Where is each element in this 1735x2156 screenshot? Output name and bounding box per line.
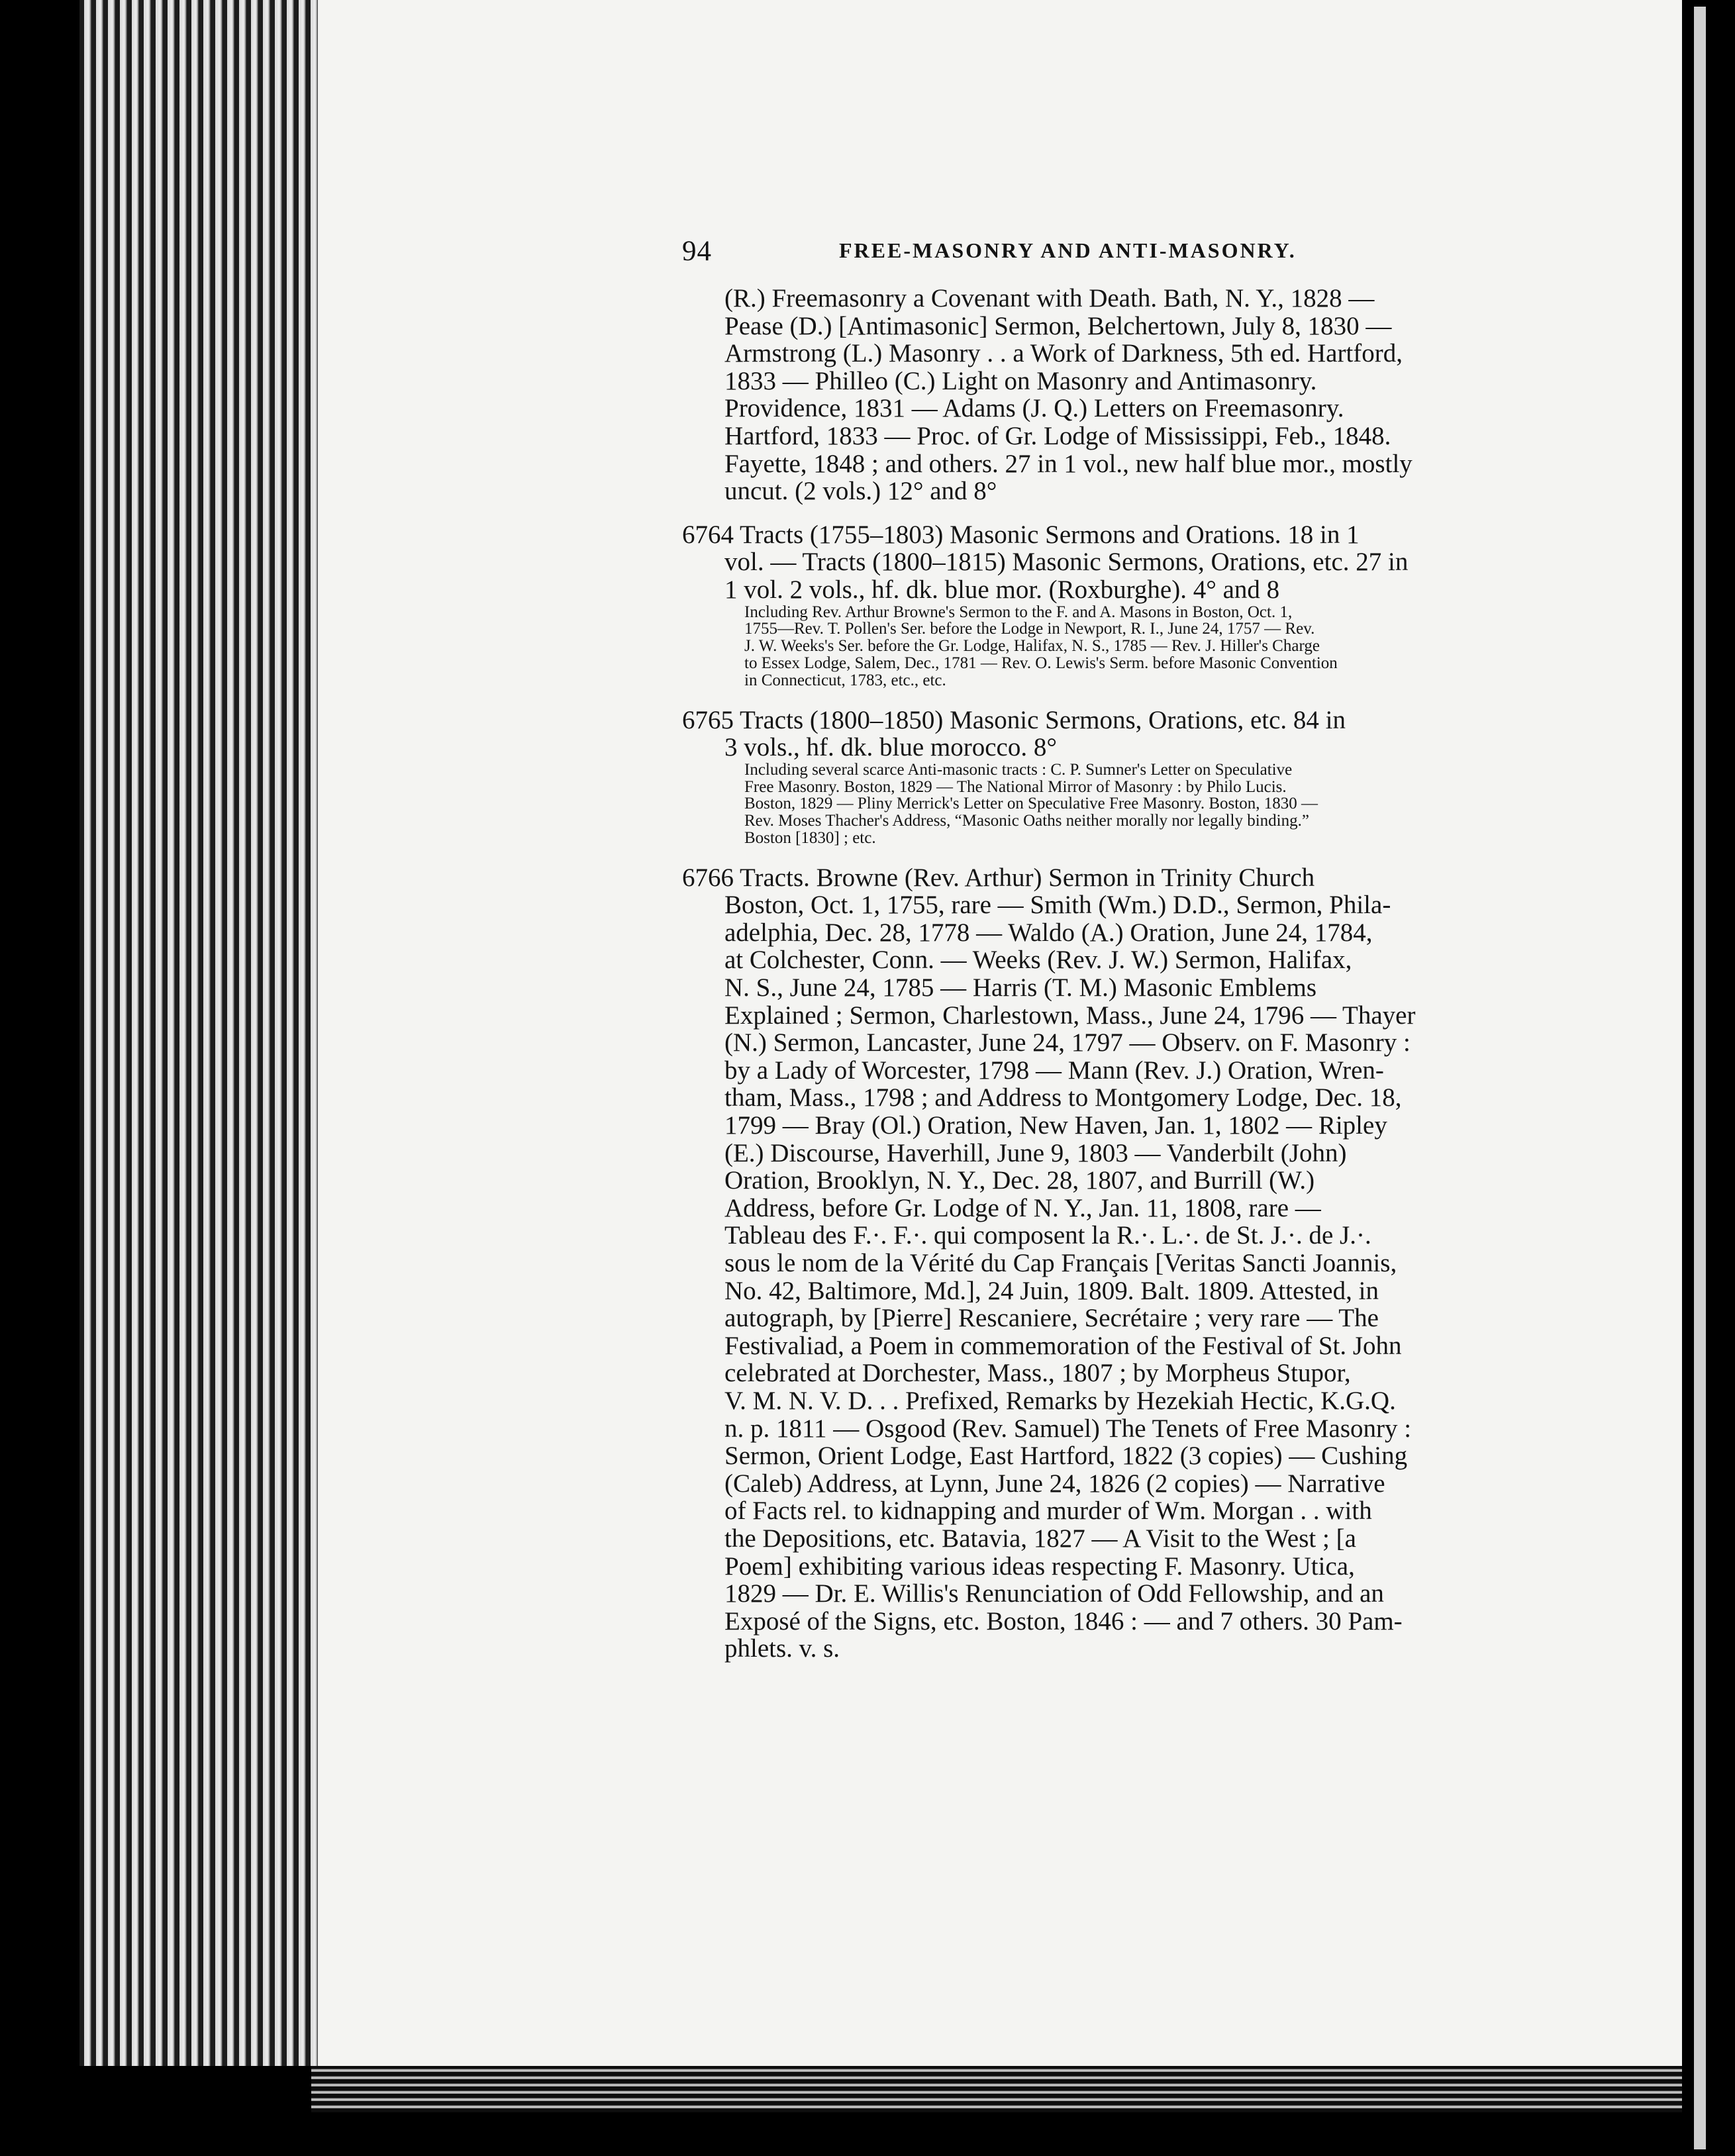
entry-note-line: Including Rev. Arthur Browne's Sermon to the F. and A. Masons in Boston, Oct. 1,: [744, 603, 1293, 621]
page-bottom-edges: [311, 2066, 1682, 2112]
entry-line: Pease (D.) [Antimasonic] Sermon, Belchertown, July 8, 1830 —: [724, 311, 1392, 340]
entry-note-line: Including several scarce Anti-masonic tracts : C. P. Sumner's Letter on Speculative: [744, 760, 1293, 779]
catalogue-entry-6765: [682, 707, 1530, 847]
entry-line: Exposé of the Signs, etc. Boston, 1846 : — and 7 others. 30 Pam-: [724, 1606, 1403, 1636]
entry-line: Explained ; Sermon, Charlestown, Mass., June 24, 1796 — Thayer: [724, 1001, 1416, 1030]
entry-line: celebrated at Dorchester, Mass., 1807 ; by Morpheus Stupor,: [724, 1359, 1351, 1388]
entry-line: Tableau des F.·. F.·. qui composent la R.·. L.·. de St. J.·. de J.·.: [724, 1221, 1371, 1250]
entry-line: No. 42, Baltimore, Md.], 24 Juin, 1809. Balt. 1809. Attested, in: [724, 1276, 1379, 1305]
entry-note-line: in Connecticut, 1783, etc., etc.: [744, 671, 946, 689]
entry-line: Providence, 1831 — Adams (J. Q.) Letters on Freemasonry.: [724, 394, 1344, 423]
entry-line: sous le nom de la Vérité du Cap Français [Veritas Sancti Joannis,: [724, 1249, 1397, 1277]
entry-line: N. S., June 24, 1785 — Harris (T. M.) Masonic Emblems: [724, 973, 1317, 1003]
entry-line: uncut. (2 vols.) 12° and 8°: [724, 477, 997, 506]
entry-line: phlets. v. s.: [724, 1634, 840, 1663]
entry-line: 1833 — Philleo (C.) Light on Masonry and Antimasonry.: [724, 366, 1317, 395]
entry-line: tham, Mass., 1798 ; and Address to Montgomery Lodge, Dec. 18,: [724, 1083, 1402, 1112]
entry-line: (R.) Freemasonry a Covenant with Death. Bath, N. Y., 1828 —: [724, 284, 1375, 313]
running-head: FREE-MASONRY AND ANTI-MASONRY.: [839, 238, 1297, 262]
entry-note-line: 1755—Rev. T. Pollen's Ser. before the Lodge in Newport, R. I., June 24, 1757 — Rev.: [744, 620, 1315, 638]
entry-line: 6766 Tracts. Browne (Rev. Arthur) Sermon in Trinity Church: [682, 863, 1315, 892]
entry-line: the Depositions, etc. Batavia, 1827 — A Visit to the West ; [a: [724, 1524, 1356, 1553]
entry-line: V. M. N. V. D. . . Prefixed, Remarks by Hezekiah Hectic, K.G.Q.: [724, 1386, 1396, 1415]
entry-line: 6765 Tracts (1800–1850) Masonic Sermons, Orations, etc. 84 in: [682, 705, 1346, 734]
entry-line: Address, before Gr. Lodge of N. Y., Jan. 11, 1808, rare —: [724, 1193, 1321, 1222]
entry-note-line: Boston [1830] ; etc.: [744, 828, 876, 847]
right-edge-shadow: [1682, 0, 1735, 2156]
entry-line: Oration, Brooklyn, N. Y., Dec. 28, 1807, and Burrill (W.): [724, 1166, 1315, 1195]
entry-line: autograph, by [Pierre] Rescaniere, Secrétaire ; very rare — The: [724, 1304, 1379, 1333]
entry-note-line: Free Masonry. Boston, 1829 — The National Mirror of Masonry : by Philo Lucis.: [744, 777, 1287, 796]
catalogue-entry-6764: [682, 521, 1530, 689]
entry-line: Armstrong (L.) Masonry . . a Work of Darkness, 5th ed. Hartford,: [724, 339, 1403, 368]
entry-note-line: to Essex Lodge, Salem, Dec., 1781 — Rev. O. Lewis's Serm. before Masonic Convention: [744, 654, 1338, 672]
entry-line: 1 vol. 2 vols., hf. dk. blue mor. (Roxburghe). 4° and 8: [724, 575, 1280, 604]
entry-note-line: Rev. Moses Thacher's Address, “Masonic Oaths neither morally nor legally binding.”: [744, 812, 1309, 830]
entry-line: (N.) Sermon, Lancaster, June 24, 1797 — Observ. on F. Masonry :: [724, 1028, 1411, 1057]
right-edge-strip: [1694, 7, 1706, 2149]
entry-line: Fayette, 1848 ; and others. 27 in 1 vol., new half blue mor., mostly: [724, 449, 1413, 478]
entry-line: 6764 Tracts (1755–1803) Masonic Sermons and Orations. 18 in 1: [682, 520, 1360, 549]
catalogue-entry-6766: [682, 864, 1530, 1663]
entry-line: by a Lady of Worcester, 1798 — Mann (Rev. J.) Oration, Wren-: [724, 1055, 1384, 1085]
entry-line: adelphia, Dec. 28, 1778 — Waldo (A.) Oration, June 24, 1784,: [724, 918, 1373, 947]
entry-line: Sermon, Orient Lodge, East Hartford, 1822 (3 copies) — Cushing: [724, 1442, 1408, 1471]
book-spine-shadow: [0, 0, 79, 2156]
entry-line: Festivaliad, a Poem in commemoration of the Festival of St. John: [724, 1331, 1402, 1360]
catalogue-entry-continued: [682, 285, 1530, 505]
entry-line: of Facts rel. to kidnapping and murder of Wm. Morgan . . with: [724, 1496, 1372, 1526]
page-number: 94: [682, 236, 712, 267]
entry-line: Hartford, 1833 — Proc. of Gr. Lodge of Mississippi, Feb., 1848.: [724, 421, 1391, 450]
entry-line: n. p. 1811 — Osgood (Rev. Samuel) The Tenets of Free Masonry :: [724, 1414, 1412, 1443]
entry-line: 1799 — Bray (Ol.) Oration, New Haven, Jan. 1, 1802 — Ripley: [724, 1111, 1387, 1140]
entry-line: vol. — Tracts (1800–1815) Masonic Sermons, Orations, etc. 27 in: [724, 548, 1409, 577]
entry-line: (E.) Discourse, Haverhill, June 9, 1803 — Vanderbilt (John): [724, 1138, 1347, 1167]
catalogue-body: [682, 285, 1530, 1663]
entry-line: 1829 — Dr. E. Willis's Renunciation of Odd Fellowship, and an: [724, 1579, 1384, 1608]
entry-note-line: Boston, 1829 — Pliny Merrick's Letter on Speculative Free Masonry. Boston, 1830 —: [744, 795, 1318, 813]
entry-line: at Colchester, Conn. — Weeks (Rev. J. W.) Sermon, Halifax,: [724, 946, 1352, 975]
entry-line: (Caleb) Address, at Lynn, June 24, 1826 (2 copies) — Narrative: [724, 1469, 1385, 1498]
entry-line: Poem] exhibiting various ideas respecting F. Masonry. Utica,: [724, 1551, 1355, 1581]
entry-line: 3 vols., hf. dk. blue morocco. 8°: [724, 733, 1057, 762]
entry-note-line: J. W. Weeks's Ser. before the Gr. Lodge, Halifax, N. S., 1785 — Rev. J. Hiller's Charge: [744, 637, 1320, 656]
entry-line: Boston, Oct. 1, 1755, rare — Smith (Wm.) D.D., Sermon, Phila-: [724, 891, 1391, 920]
